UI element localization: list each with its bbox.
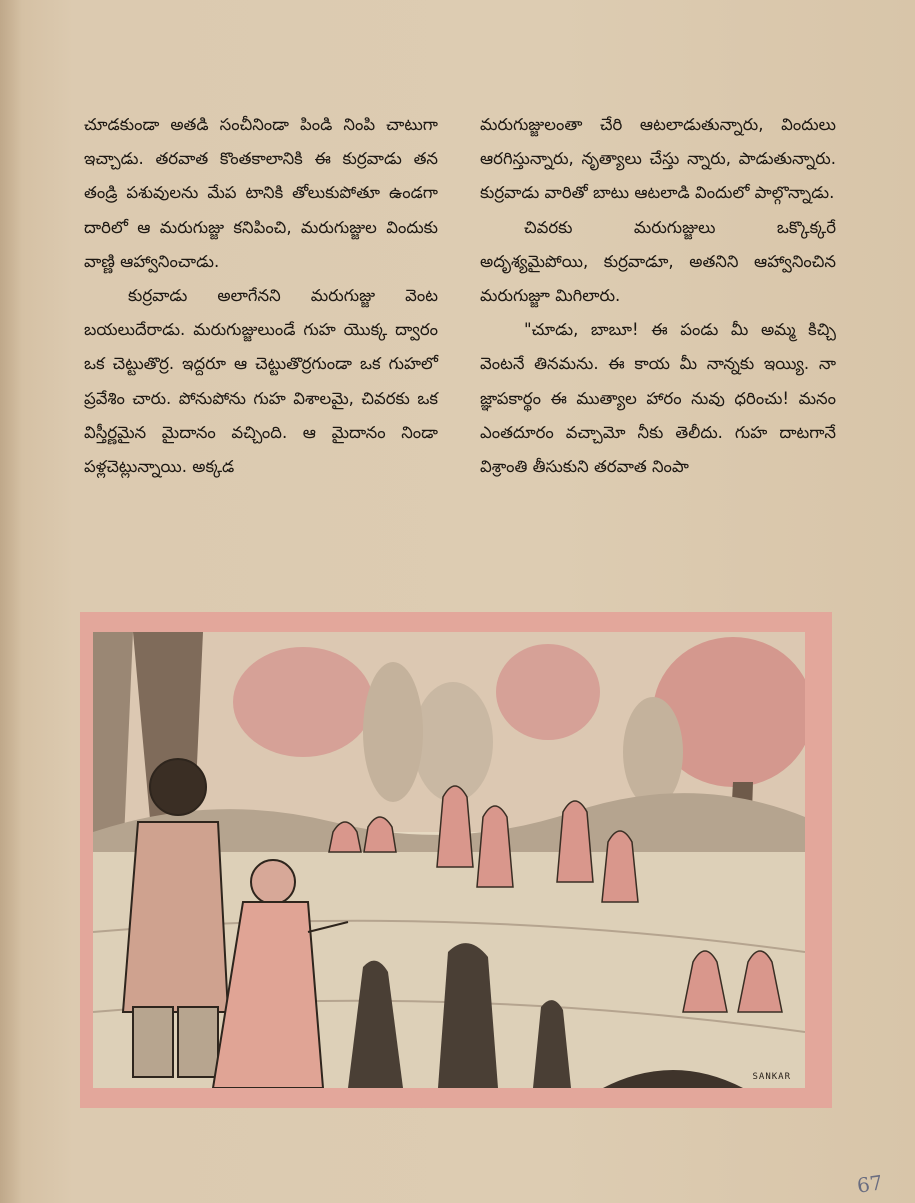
page-number: 67 bbox=[855, 1170, 884, 1198]
binding-shadow bbox=[0, 0, 22, 1203]
illustration-drawing bbox=[93, 632, 805, 1088]
right-paragraph-3: "చూడు, బాబూ! ఈ పండు మీ అమ్మ కిచ్చి వెంటనే తినమను. ఈ కాయ మీ నాన్నకు ఇయ్యి. నా జ్ఞాపకార్థం ఈ ముత్యాల హారం నువు ధరించు! మనం ఎంతదూరం వచ్చామో నీకు తెలీదు. గుహ దాటగానే విశ్రాంతి తీసుకుని తరవాత నింపా bbox=[480, 320, 836, 477]
illustration-dwarfs-feast bbox=[93, 632, 805, 1088]
right-paragraph-1: మరుగుజ్జులంతా చేరి ఆటలాడుతున్నారు, విందులు ఆరగిస్తున్నారు, నృత్యాలు చేస్తు న్నారు, పాడుతున్నారు. కుర్రవాడు వారితో బాటు ఆటలాడి విందులో పాల్గొన్నాడు. bbox=[480, 115, 836, 203]
left-text-column bbox=[84, 108, 438, 484]
artist-signature: SANKAR bbox=[752, 1072, 791, 1082]
right-text-column bbox=[480, 108, 836, 484]
left-paragraph-2: కుర్రవాడు అలాగేనని మరుగుజ్జు వెంట బయలుదేరాడు. మరుగుజ్జులుండే గుహ యొక్క ద్వారం ఒక చెట్టుతొర్ర. ఇద్దరూ ఆ చెట్టుతొర్రగుండా ఒక గుహలో ప్రవేశిం చారు. పోనుపోను గుహ విశాలమై, చివరకు ఒక విస్తీర్ణమైన మైదానం వచ్చింది. ఆ మైదానం నిండా పళ్లచెట్లున్నాయి. అక్కడ bbox=[84, 286, 438, 477]
left-paragraph-1: చూడకుండా అతడి సంచీనిండా పిండి నింపి చాటుగా ఇచ్చాడు. తరవాత కొంతకాలానికి ఈ కుర్రవాడు తన తండ్రి పశువులను మేప టానికి తోలుకుపోతూ ఉండగా దారిలో ఆ మరుగుజ్జు కనిపించి, మరుగుజ్జుల విందుకు వాణ్ణి ఆహ్వానించాడు. bbox=[84, 115, 438, 271]
right-paragraph-2: చివరకు మరుగుజ్జులు ఒక్కొక్కరే అదృశ్యమైపోయి, కుర్రవాడూ, అతనిని ఆహ్వానించిన మరుగుజ్జూ మిగిలారు. bbox=[480, 217, 836, 306]
